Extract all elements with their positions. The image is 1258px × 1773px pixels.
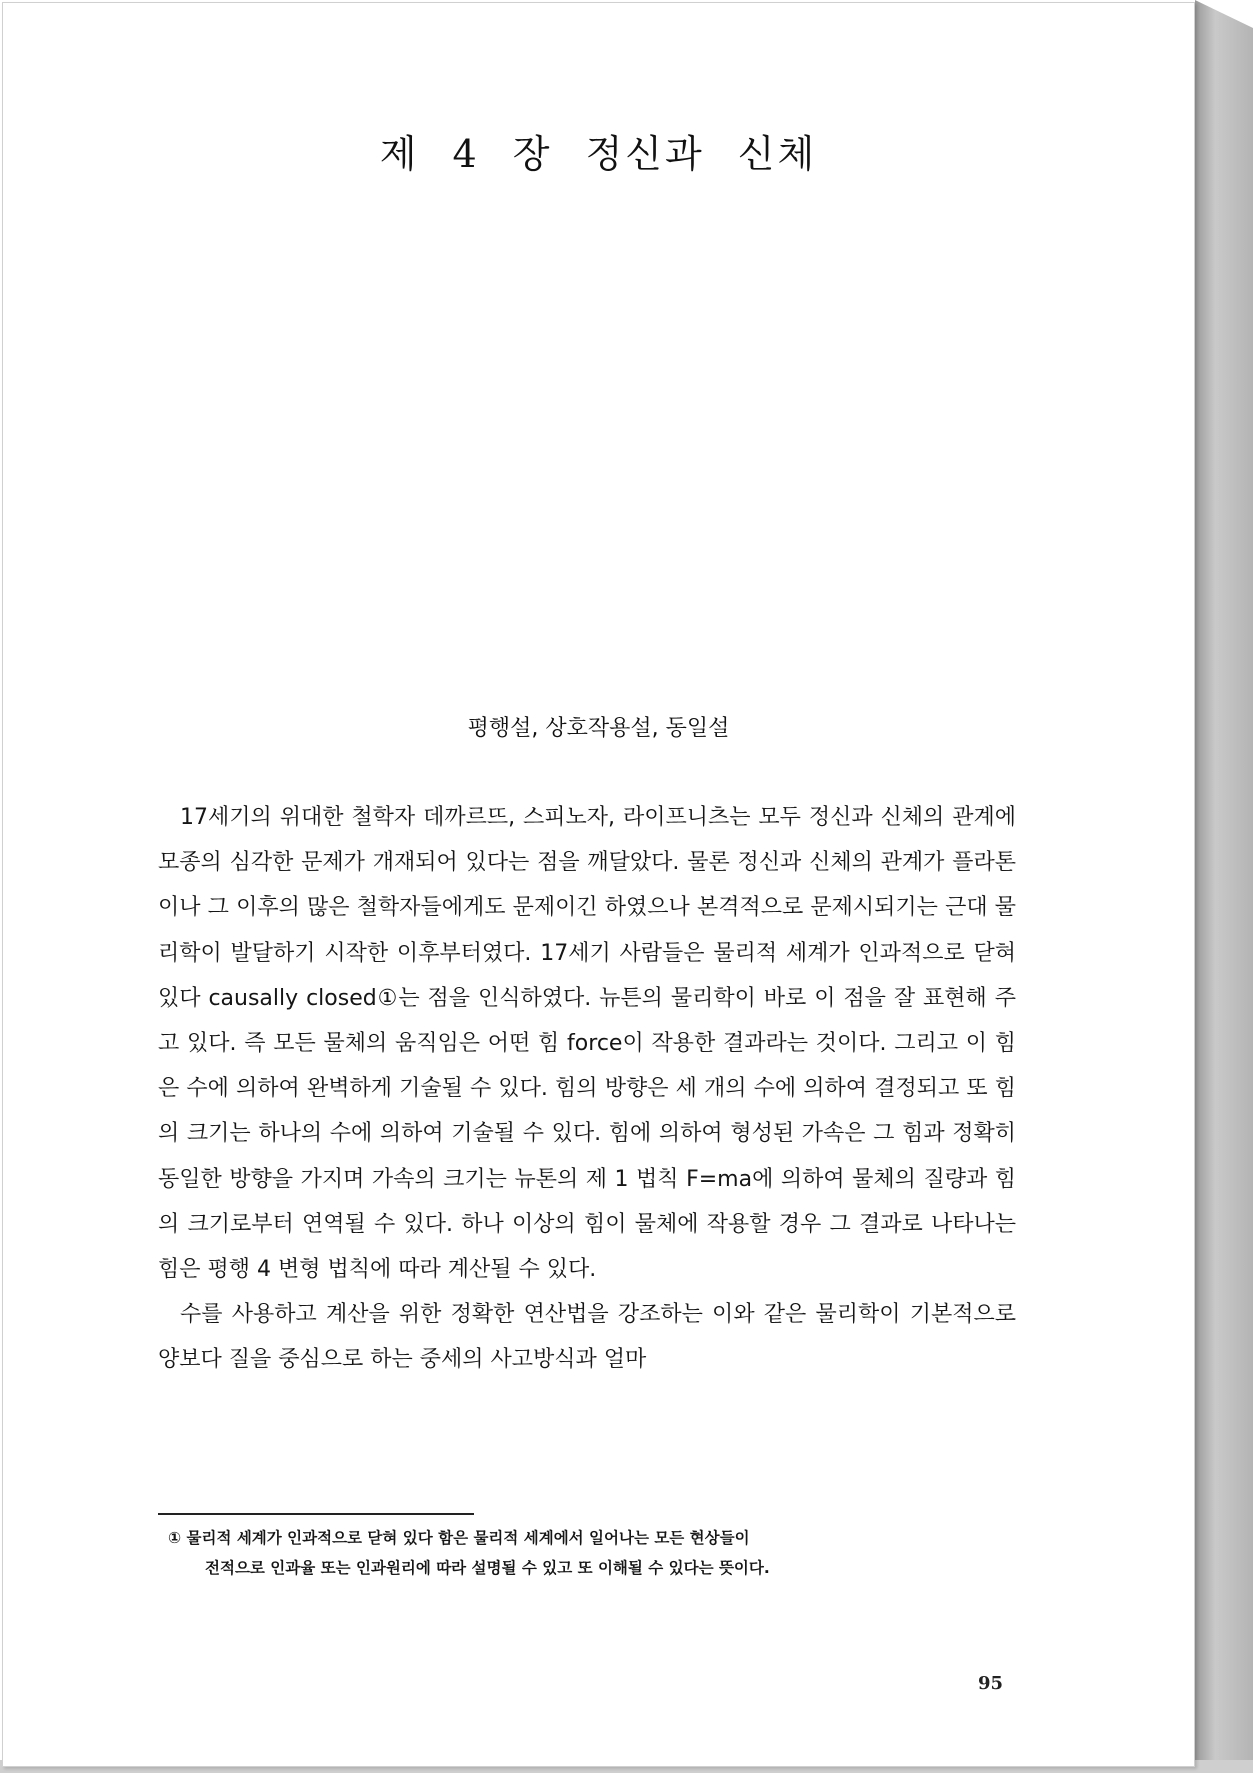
- chapter-title: 제 4 장 정신과 신체: [379, 132, 818, 176]
- footnote-line: ① 물리적 세계가 인과적으로 닫혀 있다 함은 물리적 세계에서 일어나는 모든 현상들이: [168, 1529, 750, 1547]
- body-text: [158, 795, 1016, 1383]
- paragraph: 17세기의 위대한 철학자 데까르뜨, 스피노자, 라이프니츠는 모두 정신과 신체의 관계에 모종의 심각한 문제가 개재되어 있다는 점을 깨달았다. 물론 정신과 신체의 관계가 플라톤이나 그 이후의 많은 철학자들에게도 문제이긴 하였으나 본격적으로 문제시되기는 근대 물리학이 발달하기 시작한 이후부터였다. 17세기 사람들은 물리적 세계가 인과적으로 닫혀 있다 causally closed①는 점을 인식하였다. 뉴튼의 물리학이 바로 이 점을 잘 표현해 주고 있다. 즉 모든 물체의 움직임은 어떤 힘 force이 작용한 결과라는 것이다. 그리고 이 힘은 수에 의하여 완벽하게 기술될 수 있다. 힘의 방향은 세 개의 수에 의하여 결정되고 또 힘의 크기는 하나의 수에 의하여 기술될 수 있다. 힘에 의하여 형성된 가속은 그 힘과 정확히 동일한 방향을 가지며 가속의 크기는 뉴톤의 제 1 법칙 F=ma에 의하여 물체의 질량과 힘의 크기로부터 연역될 수 있다. 하나 이상의 힘이 물체에 작용할 경우 그 결과로 나타나는 힘은 평행 4 변형 법칙에 따라 계산될 수 있다.: [158, 805, 1016, 1283]
- section-heading: 평행설, 상호작용설, 동일설: [467, 716, 730, 741]
- footnote: [168, 1523, 1018, 1583]
- page-number: 95: [977, 1673, 1003, 1694]
- book-page: [2, 2, 1195, 1767]
- footnote-divider: [158, 1513, 474, 1515]
- footnote-line: 전적으로 인과율 또는 인과원리에 따라 설명될 수 있고 또 이해될 수 있다는 뜻이다.: [205, 1559, 770, 1577]
- paragraph: 수를 사용하고 계산을 위한 정확한 연산법을 강조하는 이와 같은 물리학이 기본적으로 양보다 질을 중심으로 하는 중세의 사고방식과 얼마: [158, 1302, 1016, 1373]
- book-side-edge: [1195, 0, 1253, 1773]
